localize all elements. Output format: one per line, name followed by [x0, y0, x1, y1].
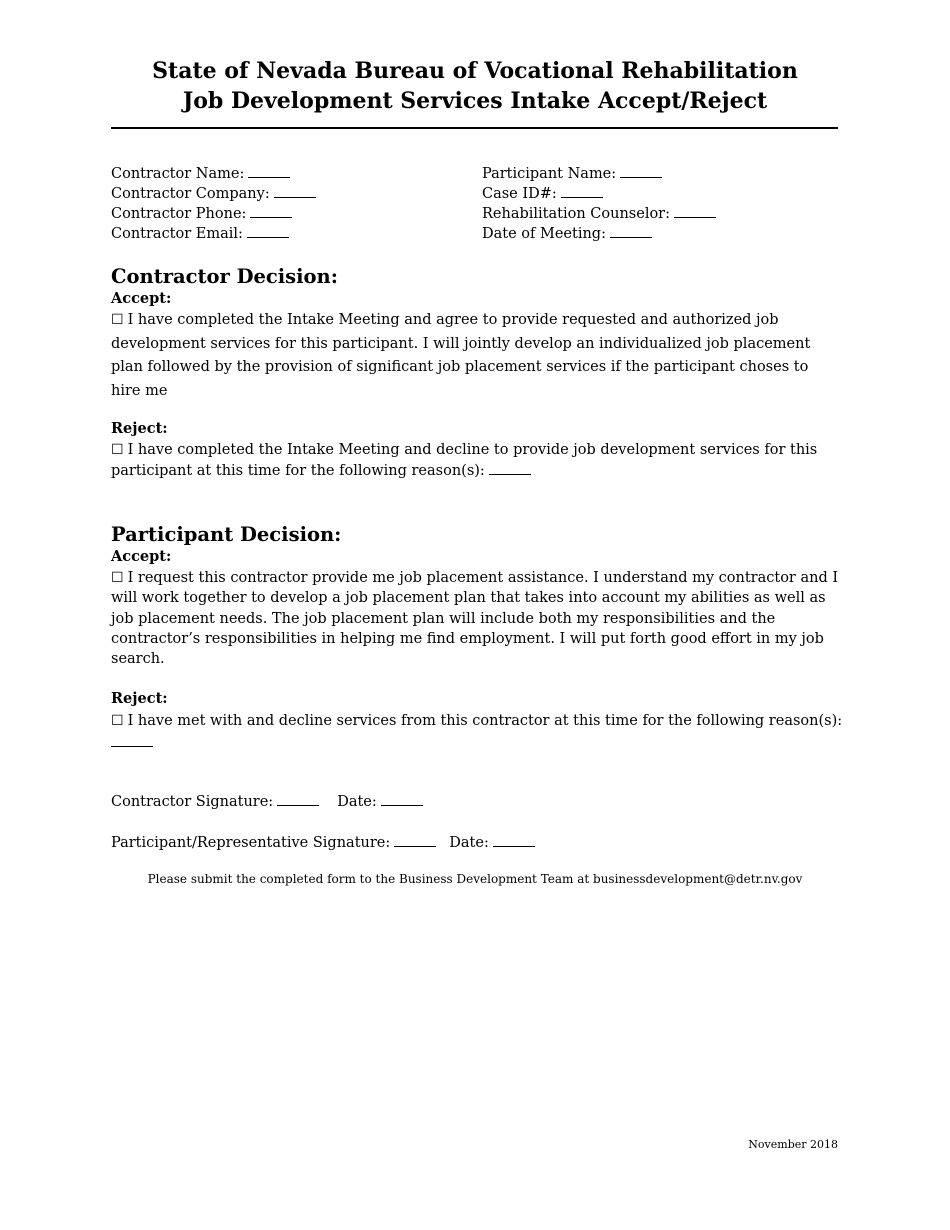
submit-instructions: Please submit the completed form to the Business Development Team at businessdevelopment@detr.nv.gov	[147, 872, 803, 886]
field-label: Date of Meeting:	[482, 226, 606, 242]
participant-name-field	[482, 164, 662, 184]
contractor-date-input[interactable]	[381, 792, 423, 806]
participant-date-label: Date:	[449, 835, 489, 851]
participant-signature-label: Participant/Representative Signature:	[111, 835, 391, 851]
contractor-reject-reason-input[interactable]	[489, 461, 531, 475]
case-id-field	[482, 184, 603, 204]
form-title-line2: Job Development Services Intake Accept/Reject	[182, 88, 768, 114]
contractor-accept-label: Accept:	[111, 290, 172, 307]
contractor-reject-checkbox[interactable]: ☐	[111, 442, 124, 458]
meeting-date-field	[482, 224, 652, 244]
participant-signature-input[interactable]	[394, 833, 436, 847]
contractor-name-input[interactable]	[248, 164, 290, 178]
participant-accept-text: I request this contractor provide me job placement assistance. I understand my contractor and I will work together to develop a job placement plan that takes into account my abilities as well as job placement needs. The job placement plan will include both my responsibilities and the contractor’s responsibilities in helping me find employment. I will put forth good effort in my job search.	[111, 570, 839, 668]
title-divider	[111, 127, 838, 129]
contractor-decision-heading: Contractor Decision:	[111, 265, 338, 288]
meeting-date-input[interactable]	[610, 224, 652, 238]
field-label: Contractor Email:	[111, 226, 243, 242]
contractor-name-field	[111, 164, 290, 184]
participant-reject-paragraph	[111, 710, 851, 754]
case-id-input[interactable]	[561, 184, 603, 198]
contractor-signature-input[interactable]	[277, 792, 319, 806]
contractor-date-label: Date:	[337, 794, 377, 810]
field-label: Contractor Company:	[111, 186, 270, 202]
contractor-phone-input[interactable]	[250, 204, 292, 218]
field-label: Contractor Name:	[111, 166, 245, 182]
contractor-reject-text: I have completed the Intake Meeting and decline to provide job development services for this participant at this time for the following reason(s):	[111, 442, 818, 479]
contractor-accept-checkbox[interactable]: ☐	[111, 312, 124, 328]
contractor-signature-row	[111, 792, 423, 812]
contractor-company-field	[111, 184, 316, 204]
field-label: Contractor Phone:	[111, 206, 247, 222]
participant-signature-row	[111, 833, 535, 853]
field-label: Case ID#:	[482, 186, 557, 202]
participant-reject-checkbox[interactable]: ☐	[111, 713, 124, 729]
participant-decision-heading: Participant Decision:	[111, 523, 342, 546]
field-label: Rehabilitation Counselor:	[482, 206, 670, 222]
contractor-reject-label: Reject:	[111, 420, 168, 437]
form-title-line1: State of Nevada Bureau of Vocational Rehabilitation	[152, 58, 798, 84]
rehab-counselor-field	[482, 204, 716, 224]
contractor-signature-label: Contractor Signature:	[111, 794, 274, 810]
rehab-counselor-input[interactable]	[674, 204, 716, 218]
contractor-email-input[interactable]	[247, 224, 289, 238]
revision-date: November 2018	[748, 1138, 838, 1151]
contractor-reject-paragraph	[111, 440, 841, 482]
contractor-phone-field	[111, 204, 292, 224]
participant-reject-reason-input[interactable]	[111, 733, 153, 747]
participant-name-input[interactable]	[620, 164, 662, 178]
participant-accept-paragraph	[111, 568, 841, 669]
contractor-email-field	[111, 224, 289, 244]
participant-accept-checkbox[interactable]: ☐	[111, 570, 124, 586]
participant-accept-label: Accept:	[111, 548, 172, 565]
field-label: Participant Name:	[482, 166, 617, 182]
participant-reject-label: Reject:	[111, 690, 168, 707]
participant-date-input[interactable]	[493, 833, 535, 847]
contractor-accept-paragraph	[111, 309, 841, 403]
participant-reject-text: I have met with and decline services from this contractor at this time for the following reason(s):	[127, 713, 843, 729]
contractor-company-input[interactable]	[274, 184, 316, 198]
contractor-accept-text: I have completed the Intake Meeting and agree to provide requested and authorized job development services for this participant. I will jointly develop an individualized job placement plan followed by the provision of significant job placement services if the participant choses to hire me	[111, 312, 811, 399]
